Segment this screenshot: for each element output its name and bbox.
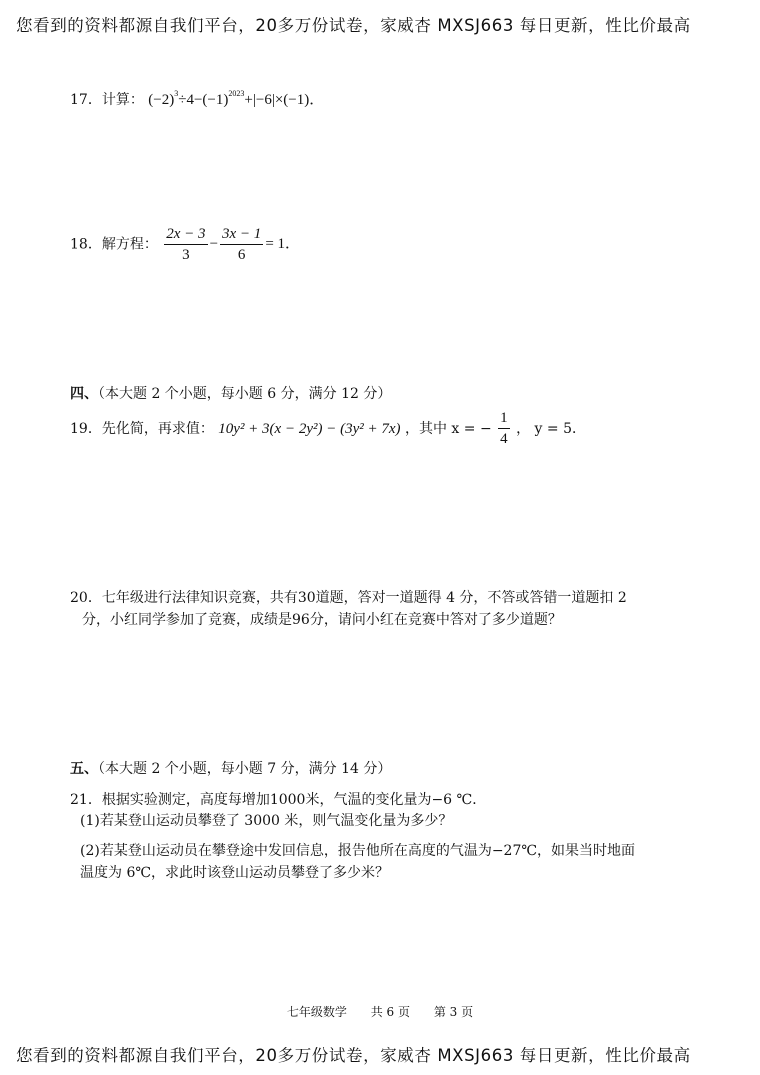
q18-num2: 3x − 1 — [220, 226, 263, 245]
q18-den1: 3 — [182, 247, 190, 263]
q17-exp-b: 2023 — [228, 89, 245, 98]
section-4-desc: （本大题 2 个小题，每小题 6 分，满分 12 分） — [98, 386, 392, 402]
q17-expr-c: +|−6|×(−1)． — [244, 92, 325, 108]
footer-subject: 七年级数学 — [286, 1005, 347, 1019]
q18-fraction-1 — [164, 226, 207, 264]
section-4-number: 四、 — [70, 386, 98, 402]
section-5-desc: （本大题 2 个小题，每小题 7 分，满分 14 分） — [98, 761, 392, 777]
q19-frac-num: 1 — [498, 410, 510, 429]
q20-line-2: 分，小红同学参加了竞赛，成绩是96分，请问小红在竞赛中答对了多少道题？ — [82, 612, 562, 628]
q18-fraction-2 — [220, 226, 263, 264]
q19-expression: 10y² + 3(x − 2y²) − (3y² + 7x) — [218, 421, 401, 437]
question-19 — [70, 410, 586, 448]
q21-part-2-line-2: 温度为 6℃，求此时该登山运动员攀登了多少米？ — [80, 865, 390, 881]
bottom-banner: 您看到的资料都源自我们平台，20多万份试卷，家威杏 MXSJ663 每日更新，性比价最高 — [16, 1046, 691, 1065]
section-5-heading — [70, 758, 391, 778]
footer-total-pages: 共 6 页 — [370, 1005, 410, 1019]
q17-expr-a: (−2) — [148, 92, 175, 108]
q21-part-1: (1)若某登山运动员攀登了 3000 米，则气温变化量为多少？ — [80, 813, 453, 829]
q19-frac-den: 4 — [500, 431, 508, 447]
question-18 — [70, 226, 300, 264]
q19-fraction — [498, 410, 510, 448]
q19-condition: ，其中 x = − — [404, 421, 492, 437]
footer-page-number: 第 3 页 — [433, 1005, 474, 1019]
q21-line-1: 21．根据实验测定，高度每增加1000米，气温的变化量为−6 ℃． — [70, 792, 487, 808]
q19-label: 19．先化简，再求值： — [70, 421, 214, 437]
question-17 — [70, 88, 324, 109]
q17-exp-a: 3 — [174, 89, 179, 98]
q18-num1: 2x − 3 — [164, 226, 207, 245]
q17-expr-b: ÷4−(−1) — [178, 92, 229, 108]
q18-minus: − — [209, 236, 219, 253]
q18-den2: 6 — [237, 247, 246, 263]
q17-label: 17．计算： — [70, 92, 144, 108]
page-footer — [0, 1003, 760, 1020]
q18-label: 18．解方程： — [70, 236, 158, 253]
q17-expression — [148, 89, 325, 108]
section-4-heading — [70, 383, 391, 403]
q20-line-1: 20．七年级进行法律知识竞赛，共有30道题，答对一道题得 4 分，不答或答错一道题扣 2 — [70, 590, 627, 606]
section-5-number: 五、 — [70, 761, 98, 777]
q18-tail: = 1． — [265, 236, 301, 253]
top-banner: 您看到的资料都源自我们平台，20多万份试卷，家威杏 MXSJ663 每日更新，性比价最高 — [16, 16, 691, 35]
q18-equation — [162, 226, 301, 263]
q19-tail: ， y = 5． — [516, 421, 587, 437]
q21-part-2-line-1: (2)若某登山运动员在攀登途中发回信息，报告他所在高度的气温为−27℃，如果当时地面 — [80, 843, 636, 859]
